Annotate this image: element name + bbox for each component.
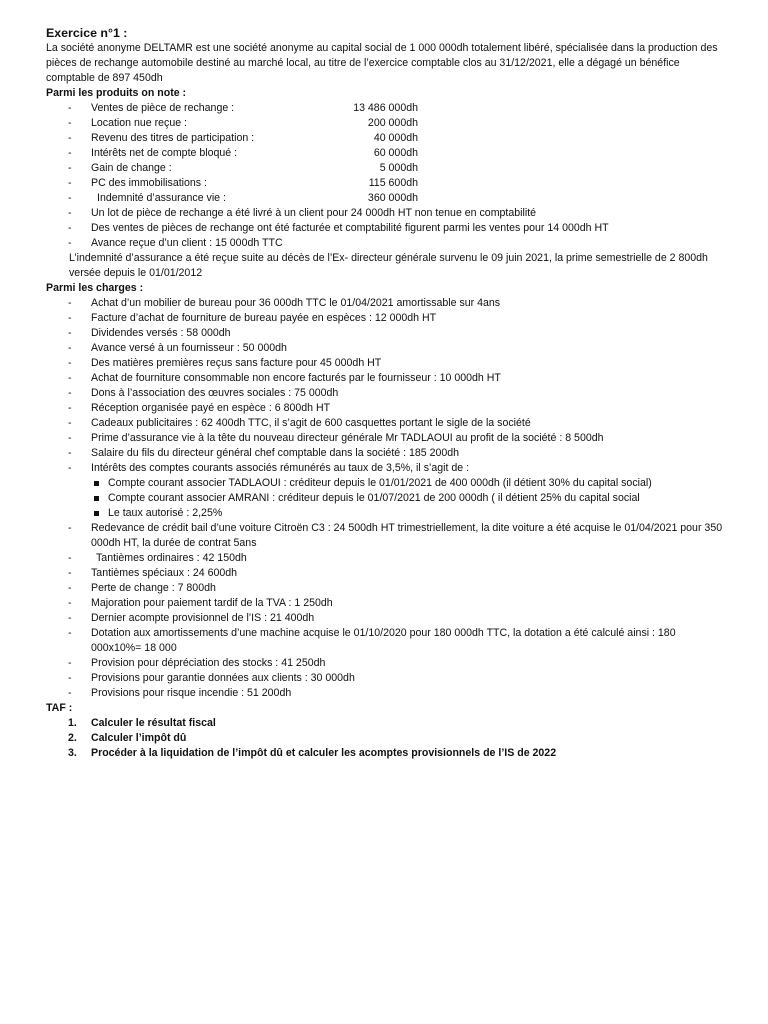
list-item (46, 101, 728, 116)
list-item: - Perte de change : 7 800dh (46, 581, 728, 596)
exercise-title: Exercice n°1 : (46, 26, 128, 40)
list-item (46, 146, 728, 161)
product-amount: 60 000dh (373, 147, 418, 159)
list-item: - Dividendes versés : 58 000dh (46, 326, 728, 341)
list-item: - Dons à l’association des œuvres sociales : 75 000dh (46, 386, 728, 401)
list-item: - Achat de fourniture consommable non encore facturés par le fournisseur : 10 000dh HT (46, 371, 728, 386)
product-label: Gain de change : (91, 162, 172, 174)
list-item: - Tantièmes spéciaux : 24 600dh (46, 566, 728, 581)
list-item (46, 206, 728, 221)
list-item: - Provisions pour risque incendie : 51 200dh (46, 686, 728, 701)
products-list (46, 101, 728, 251)
charges-list (46, 296, 728, 476)
list-item (46, 236, 728, 251)
taf-text: Calculer l’impôt dû (91, 732, 187, 744)
product-extra: Avance reçue d’un client : 15 000dh TTC (91, 237, 283, 249)
list-item (46, 116, 728, 131)
list-item: - Majoration pour paiement tardif de la TVA : 1 250dh (46, 596, 728, 611)
product-label: Location nue reçue : (91, 117, 188, 129)
taf-number: 1. (68, 717, 77, 729)
charges-heading: Parmi les charges : (46, 282, 144, 294)
interest-sublist (46, 476, 728, 521)
list-item: Compte courant associer AMRANI : créditeur depuis le 01/07/2021 de 200 000dh ( il détient 25% du capital social (46, 491, 728, 506)
list-item (46, 731, 728, 746)
taf-number: 2. (68, 732, 77, 744)
product-extra: Des ventes de pièces de rechange ont été facturée et comptabilité figurent parmi les ventes pour 14 000dh HT (91, 222, 609, 234)
list-item: - Salaire du fils du directeur général chef comptable dans la société : 185 200dh (46, 446, 728, 461)
list-item: - Avance versé à un fournisseur : 50 000dh (46, 341, 728, 356)
list-item: - Achat d’un mobilier de bureau pour 36 000dh TTC le 01/04/2021 amortissable sur 4ans (46, 296, 728, 311)
product-label: Indemnité d’assurance vie : (97, 192, 226, 204)
list-item: - Dernier acompte provisionnel de l’IS : 21 400dh (46, 611, 728, 626)
list-item: - Facture d’achat de fourniture de bureau payée en espèces : 12 000dh HT (46, 311, 728, 326)
list-item: - Dotation aux amortissements d’une machine acquise le 01/10/2020 pour 180 000dh TTC, la dotation a été calculé ainsi : 180 000x10%= 18 000 (46, 626, 728, 656)
list-item: - Intérêts des comptes courants associés rémunérés au taux de 3,5%, il s’agit de : (46, 461, 728, 476)
list-item (46, 161, 728, 176)
list-item (46, 746, 728, 761)
taf-text: Procéder à la liquidation de l’impôt dû et calculer les acomptes provisionnels de l’IS de 2022 (91, 747, 557, 759)
list-item: - Tantièmes ordinaires : 42 150dh (46, 551, 728, 566)
product-amount: 360 000dh (367, 192, 418, 204)
product-amount: 40 000dh (373, 132, 418, 144)
list-item (46, 191, 728, 206)
list-item (46, 716, 728, 731)
list-item: - Provisions pour garantie données aux clients : 30 000dh (46, 671, 728, 686)
list-item: - Réception organisée payé en espèce : 6 800dh HT (46, 401, 728, 416)
list-item: - Redevance de crédit bail d’une voiture Citroën C3 : 24 500dh HT trimestriellement, la dite voiture a été acquise le 01/04/2021 pour 350 000dh HT, la durée de contrat 5ans (46, 521, 728, 551)
list-item: - Prime d’assurance vie à la tête du nouveau directeur générale Mr TADLAOUI au profit de la société : 8 500dh (46, 431, 728, 446)
product-label: Ventes de pièce de rechange : (91, 102, 235, 114)
product-amount: 5 000dh (379, 162, 418, 174)
list-item (46, 131, 728, 146)
product-amount: 115 600dh (368, 177, 418, 189)
taf-list (46, 716, 728, 761)
taf-text: Calculer le résultat fiscal (91, 717, 216, 729)
intro-paragraph: La société anonyme DELTAMR est une société anonyme au capital social de 1 000 000dh totalement libéré, spécialisée dans la production des pièces de rechange automobile destiné au marché local, au titre de l’exercice comptable clos au 31/12/2021, elle a dégagé un bénéfice comptable de 897 450dh (46, 42, 718, 84)
taf-heading: TAF : (46, 702, 73, 714)
list-item: - Provision pour dépréciation des stocks : 41 250dh (46, 656, 728, 671)
list-item: - Des matières premières reçus sans facture pour 45 000dh HT (46, 356, 728, 371)
product-extra: Un lot de pièce de rechange a été livré à un client pour 24 000dh HT non tenue en comptabilité (91, 207, 537, 219)
list-item: Compte courant associer TADLAOUI : créditeur depuis le 01/01/2021 de 400 000dh (il détient 30% du capital social) (46, 476, 728, 491)
charges-list-continued (46, 521, 728, 701)
insurance-note: L’indemnité d’assurance a été reçue suite au décès de l’Ex- directeur générale survenu le 09 juin 2021, la prime semestrielle de 2 800dh versée depuis le 01/01/2012 (69, 252, 708, 279)
product-label: Intérêts net de compte bloqué : (91, 147, 238, 159)
list-item: Le taux autorisé : 2,25% (46, 506, 728, 521)
list-item: - Cadeaux publicitaires : 62 400dh TTC, il s’agit de 600 casquettes portant le sigle de la société (46, 416, 728, 431)
products-heading: Parmi les produits on note : (46, 87, 187, 99)
product-amount: 200 000dh (367, 117, 418, 129)
list-item (46, 176, 728, 191)
list-item (46, 221, 728, 236)
taf-number: 3. (68, 747, 77, 759)
product-label: PC des immobilisations : (91, 177, 207, 189)
product-label: Revenu des titres de participation : (91, 132, 255, 144)
product-amount: 13 486 000dh (353, 102, 418, 114)
